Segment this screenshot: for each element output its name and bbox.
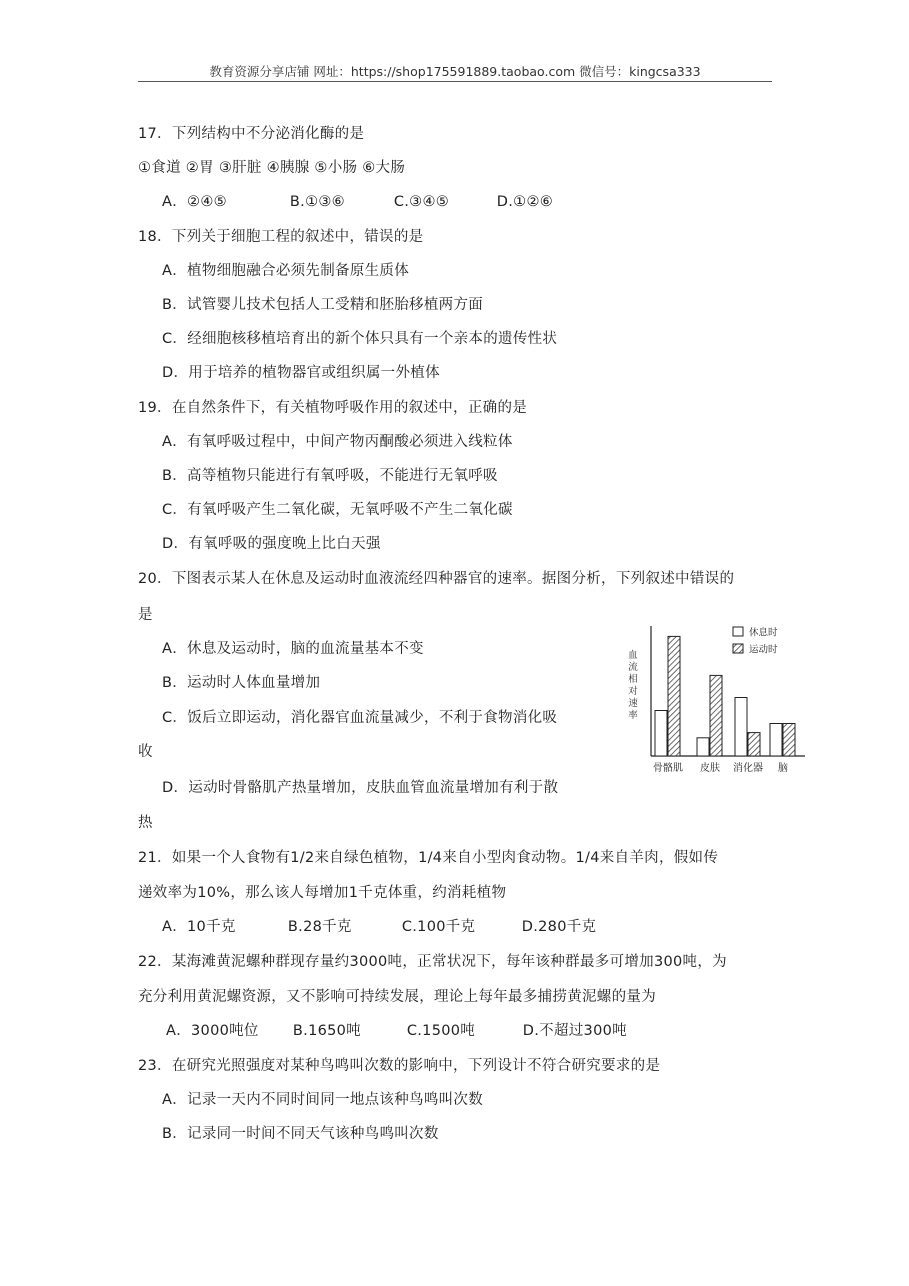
chart-bar-exercise xyxy=(748,733,760,756)
blood-flow-chart xyxy=(615,618,810,780)
q22-option-a: A．3000吨位 xyxy=(166,1023,259,1039)
q18-option-c: C．经细胞核移植培育出的新个体只具有一个亲本的遗传性状 xyxy=(162,331,558,347)
q21-option-d: D.280千克 xyxy=(521,919,597,935)
chart-legend-swatch xyxy=(733,627,743,636)
chart-ylabel-char: 速 xyxy=(628,698,638,709)
chart-ylabel-char: 血 xyxy=(628,650,638,661)
chart-category-label: 脑 xyxy=(778,763,788,774)
chart-ylabel-char: 相 xyxy=(628,674,638,685)
q19-option-a: A．有氧呼吸过程中，中间产物丙酮酸必须进入线粒体 xyxy=(162,434,513,450)
q21-option-a: A．10千克 xyxy=(162,919,236,935)
q19-option-d: D．有氧呼吸的强度晚上比白天强 xyxy=(162,536,381,552)
q19-stem: 19．在自然条件下，有关植物呼吸作用的叙述中，正确的是 xyxy=(138,400,528,416)
q20-option-b: B．运动时人体血量增加 xyxy=(162,675,321,691)
q21-option-c: C.100千克 xyxy=(401,919,476,935)
chart-bar-rest xyxy=(770,724,782,757)
chart-category-label: 骨骼肌 xyxy=(653,763,683,774)
q20-stem-line2: 是 xyxy=(138,607,153,623)
q23-option-a: A．记录一天内不同时间同一地点该种鸟鸣叫次数 xyxy=(162,1092,484,1108)
page-header: 教育资源分享店铺 网址：https://shop175591889.taobao.com 微信号：kingcsa333 xyxy=(209,64,701,79)
q21-stem-line2: 递效率为10%，那么该人每增加1千克体重，约消耗植物 xyxy=(138,885,507,901)
chart-bar-exercise xyxy=(710,675,722,756)
q20-option-c: C．饭后立即运动，消化器官血流量减少，不利于食物消化吸 xyxy=(162,710,558,726)
chart-legend-label: 休息时 xyxy=(749,627,778,639)
q18-option-b: B．试管婴儿技术包括人工受精和胚胎移植两方面 xyxy=(162,297,484,313)
q20-stem-line1: 20．下图表示某人在休息及运动时血液流经四种器官的速率。据图分析，下列叙述中错误的 xyxy=(138,571,735,587)
chart-legend-label: 运动时 xyxy=(749,644,778,656)
q21-options xyxy=(162,915,596,936)
q22-options xyxy=(166,1019,627,1040)
q18-stem: 18．下列关于细胞工程的叙述中，错误的是 xyxy=(138,229,424,245)
header-divider xyxy=(138,81,772,82)
chart-category-label: 皮肤 xyxy=(700,763,720,774)
q22-option-d: D.不超过300吨 xyxy=(522,1023,627,1039)
q22-option-b: B.1650吨 xyxy=(292,1023,361,1039)
q17-option-a: A．②④⑤ xyxy=(162,194,227,210)
q22-option-c: C.1500吨 xyxy=(406,1023,476,1039)
chart-ylabel-char: 对 xyxy=(628,686,638,697)
chart-legend-swatch xyxy=(733,644,743,653)
q19-option-c: C．有氧呼吸产生二氧化碳，无氧呼吸不产生二氧化碳 xyxy=(162,502,513,518)
chart-ylabel-char: 率 xyxy=(628,710,638,721)
chart-bar-rest xyxy=(735,698,747,757)
q20-option-a: A．休息及运动时，脑的血流量基本不变 xyxy=(162,641,424,657)
chart-ylabel-char: 流 xyxy=(628,662,638,673)
chart-bar-exercise xyxy=(783,724,795,757)
q17-extra: ①食道 ②胃 ③肝脏 ④胰腺 ⑤小肠 ⑥大肠 xyxy=(138,160,406,176)
q22-stem-line1: 22．某海滩黄泥螺种群现存量约3000吨，正常状况下，每年该种群最多可增加300吨，为 xyxy=(138,954,727,970)
q17-options xyxy=(162,190,553,211)
q21-option-b: B.28千克 xyxy=(287,919,352,935)
q17-option-b: B.①③⑥ xyxy=(289,194,345,210)
q18-option-d: D．用于培养的植物器官或组织属一外植体 xyxy=(162,365,440,381)
q21-stem-line1: 21．如果一个人食物有1/2来自绿色植物，1/4来自小型肉食动物。1/4来自羊肉，假如传 xyxy=(138,850,719,866)
q19-option-b: B．高等植物只能进行有氧呼吸，不能进行无氧呼吸 xyxy=(162,468,498,484)
q22-stem-line2: 充分利用黄泥螺资源，又不影响可持续发展，理论上每年最多捕捞黄泥螺的量为 xyxy=(138,989,656,1005)
chart-bar-rest xyxy=(697,738,709,756)
q17-stem: 17．下列结构中不分泌消化酶的是 xyxy=(138,126,365,142)
q17-option-c: C.③④⑤ xyxy=(393,194,450,210)
q23-option-b: B．记录同一时间不同天气该种鸟鸣叫次数 xyxy=(162,1126,439,1142)
q20-option-c-cont: 收 xyxy=(138,744,153,760)
chart-category-label: 消化器 xyxy=(733,763,763,774)
q23-stem: 23．在研究光照强度对某种鸟鸣叫次数的影响中，下列设计不符合研究要求的是 xyxy=(138,1058,661,1074)
q20-option-d: D．运动时骨骼肌产热量增加，皮肤血管血流量增加有利于散 xyxy=(162,780,559,796)
q17-option-d: D.①②⑥ xyxy=(496,194,554,210)
q20-option-d-cont: 热 xyxy=(138,815,153,831)
chart-bar-rest xyxy=(655,711,667,757)
q18-option-a: A．植物细胞融合必须先制备原生质体 xyxy=(162,263,410,279)
blood-flow-chart-svg xyxy=(615,618,810,780)
chart-bar-exercise xyxy=(668,636,680,756)
